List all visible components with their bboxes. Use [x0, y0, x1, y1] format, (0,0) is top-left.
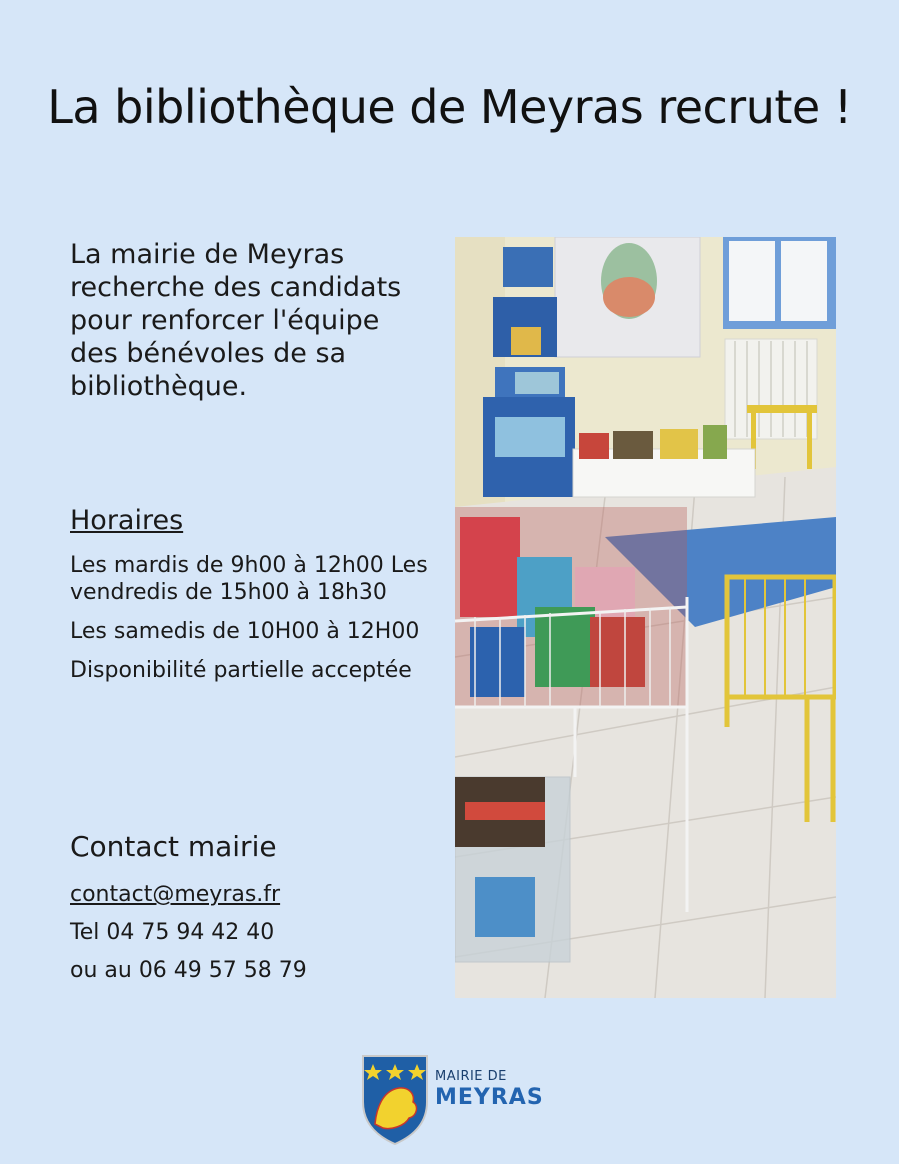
contact-details: [70, 876, 307, 990]
logo-line2: MEYRAS: [435, 1085, 544, 1110]
horaires-heading: Horaires: [70, 505, 184, 536]
schedule-line-availability: Disponibilité partielle acceptée: [70, 658, 412, 683]
logo-line1: MAIRIE DE: [435, 1069, 507, 1084]
page-title: La bibliothèque de Meyras recrute !: [47, 80, 852, 134]
email-link[interactable]: contact@meyras.fr: [70, 882, 281, 907]
schedule-line-tue-fri: Les mardis de 9h00 à 12h00 Les vendredis de 15h00 à 18h30: [70, 553, 428, 605]
schedule-line-sat: Les samedis de 10H00 à 12H00: [70, 619, 420, 644]
mairie-logo-text: [435, 1070, 544, 1109]
library-photo: [455, 237, 836, 998]
contact-heading: Contact mairie: [70, 830, 277, 863]
phone-number: Tel 04 75 94 42 40: [70, 920, 275, 945]
mobile-number: ou au 06 49 57 58 79: [70, 958, 307, 983]
intro-paragraph: La mairie de Meyras recherche des candidats pour renforcer l'équipe des bénévoles de sa bibliothèque.: [70, 239, 402, 402]
schedule-list: [70, 552, 430, 696]
